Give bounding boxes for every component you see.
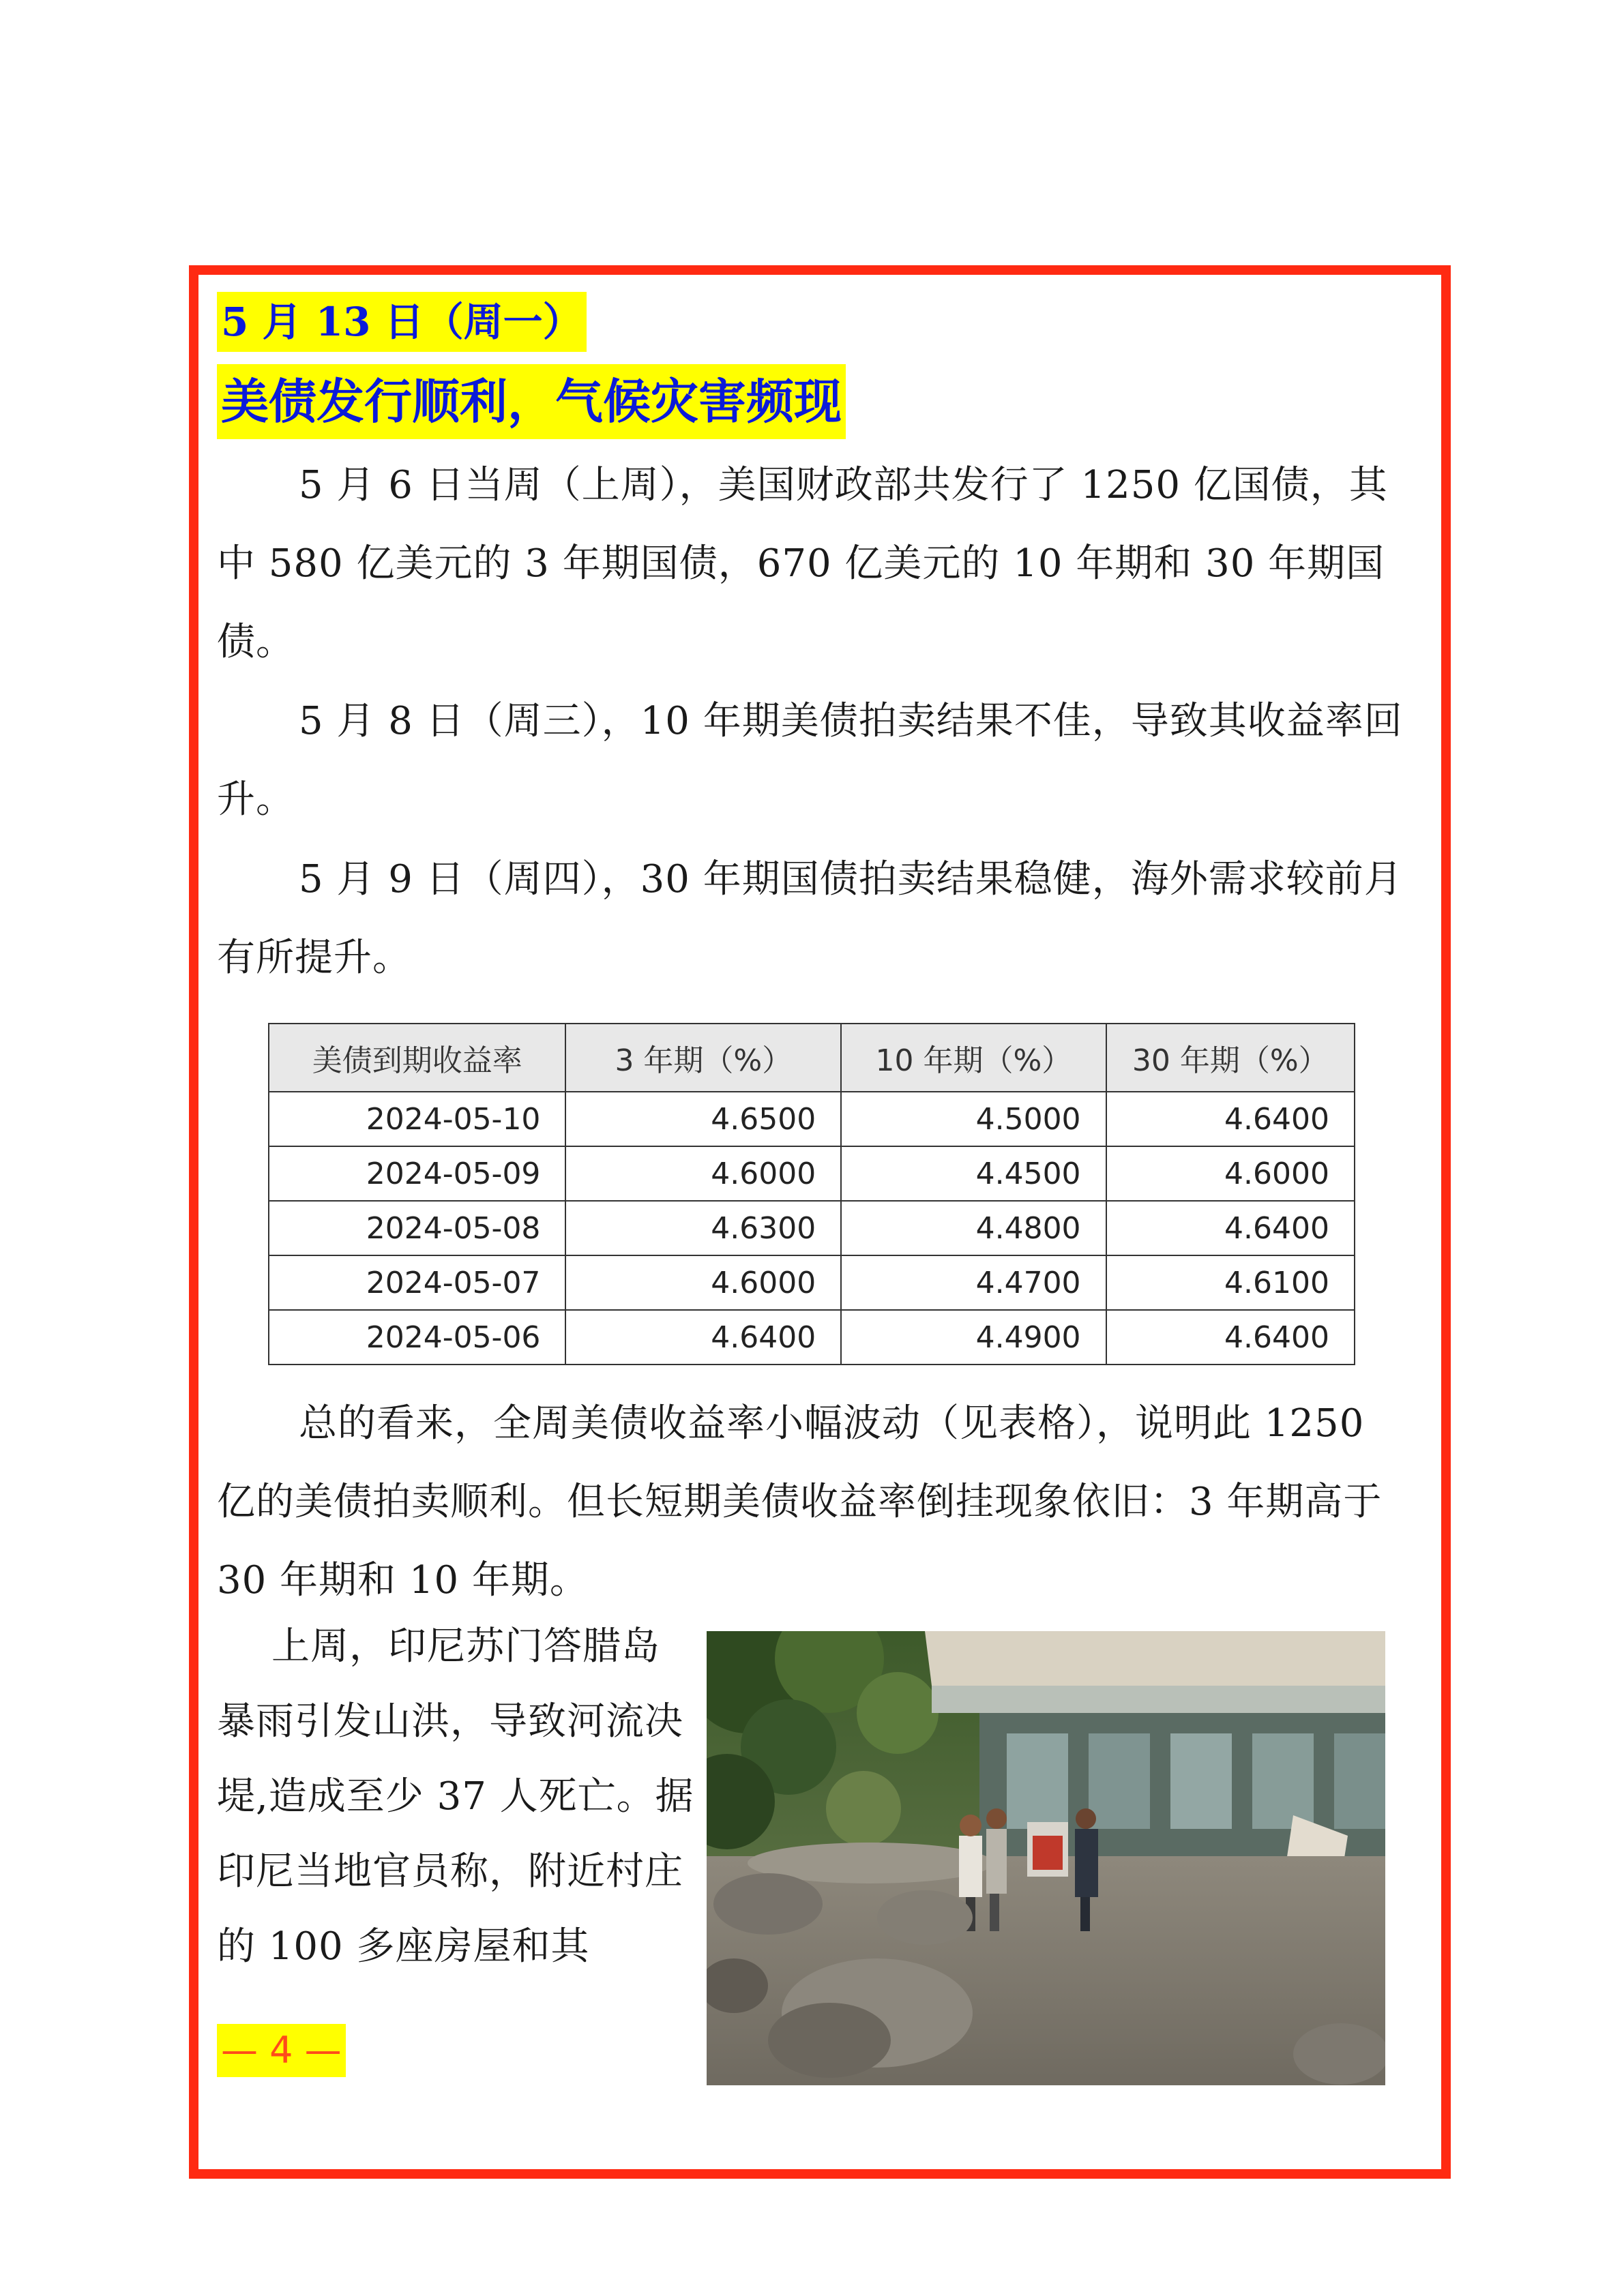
date-heading: 5 月 13 日（周一） — [217, 292, 587, 352]
treasury-yield-table — [268, 1023, 1355, 1365]
header-3y: 3 年期（%） — [565, 1024, 841, 1092]
cell-date: 2024-05-10 — [269, 1092, 565, 1146]
cell-date: 2024-05-06 — [269, 1310, 565, 1365]
header-30y: 30 年期（%） — [1106, 1024, 1355, 1092]
paragraph-flood-news: 上周，印尼苏门答腊岛暴雨引发山洪，导致河流决堤,造成至少 37 人死亡。据印尼当地官员称，附近村庄的 100 多座房屋和其 — [217, 1624, 694, 1969]
cell-date: 2024-05-08 — [269, 1201, 565, 1255]
cell-3y: 4.6300 — [565, 1201, 841, 1255]
table-row — [269, 1146, 1355, 1201]
cell-3y: 4.6500 — [565, 1092, 841, 1146]
paragraph-10y-auction: 5 月 8 日（周三），10 年期美债拍卖结果不佳，导致其收益率回升。 — [217, 699, 1403, 822]
header-10y: 10 年期（%） — [841, 1024, 1106, 1092]
cell-10y: 4.4800 — [841, 1201, 1106, 1255]
cell-30y: 4.6000 — [1106, 1146, 1355, 1201]
cell-10y: 4.5000 — [841, 1092, 1106, 1146]
table-row — [269, 1310, 1355, 1365]
cell-3y: 4.6000 — [565, 1146, 841, 1201]
paragraph-30y-auction: 5 月 9 日（周四），30 年期国债拍卖结果稳健，海外需求较前月有所提升。 — [217, 857, 1403, 980]
cell-date: 2024-05-09 — [269, 1146, 565, 1201]
cell-3y: 4.6400 — [565, 1310, 841, 1365]
cell-10y: 4.4700 — [841, 1255, 1106, 1310]
cell-date: 2024-05-07 — [269, 1255, 565, 1310]
header-yield-label: 美债到期收益率 — [269, 1024, 565, 1092]
cell-10y: 4.4500 — [841, 1146, 1106, 1201]
cell-3y: 4.6000 — [565, 1255, 841, 1310]
paragraph-bond-issuance: 5 月 6 日当周（上周），美国财政部共发行了 1250 亿国债，其中 580 亿美元的 3 年期国债，670 亿美元的 10 年期和 30 年期国债。 — [217, 463, 1388, 664]
cell-10y: 4.4900 — [841, 1310, 1106, 1365]
cell-30y: 4.6400 — [1106, 1092, 1355, 1146]
article-title: 美债发行顺利，气候灾害频现 — [217, 364, 846, 439]
table-row — [269, 1092, 1355, 1146]
cell-30y: 4.6100 — [1106, 1255, 1355, 1310]
flood-aftermath-photo — [707, 1631, 1385, 2085]
table-header-row — [269, 1024, 1355, 1092]
page-number: — 4 — — [217, 2024, 346, 2077]
paragraph-summary: 总的看来，全周美债收益率小幅波动（见表格），说明此 1250 亿的美债拍卖顺利。但长短期美债收益率倒挂现象依旧：3 年期高于 30 年期和 10 年期。 — [217, 1401, 1383, 1602]
cell-30y: 4.6400 — [1106, 1201, 1355, 1255]
cell-30y: 4.6400 — [1106, 1310, 1355, 1365]
table-row — [269, 1201, 1355, 1255]
table-row — [269, 1255, 1355, 1310]
